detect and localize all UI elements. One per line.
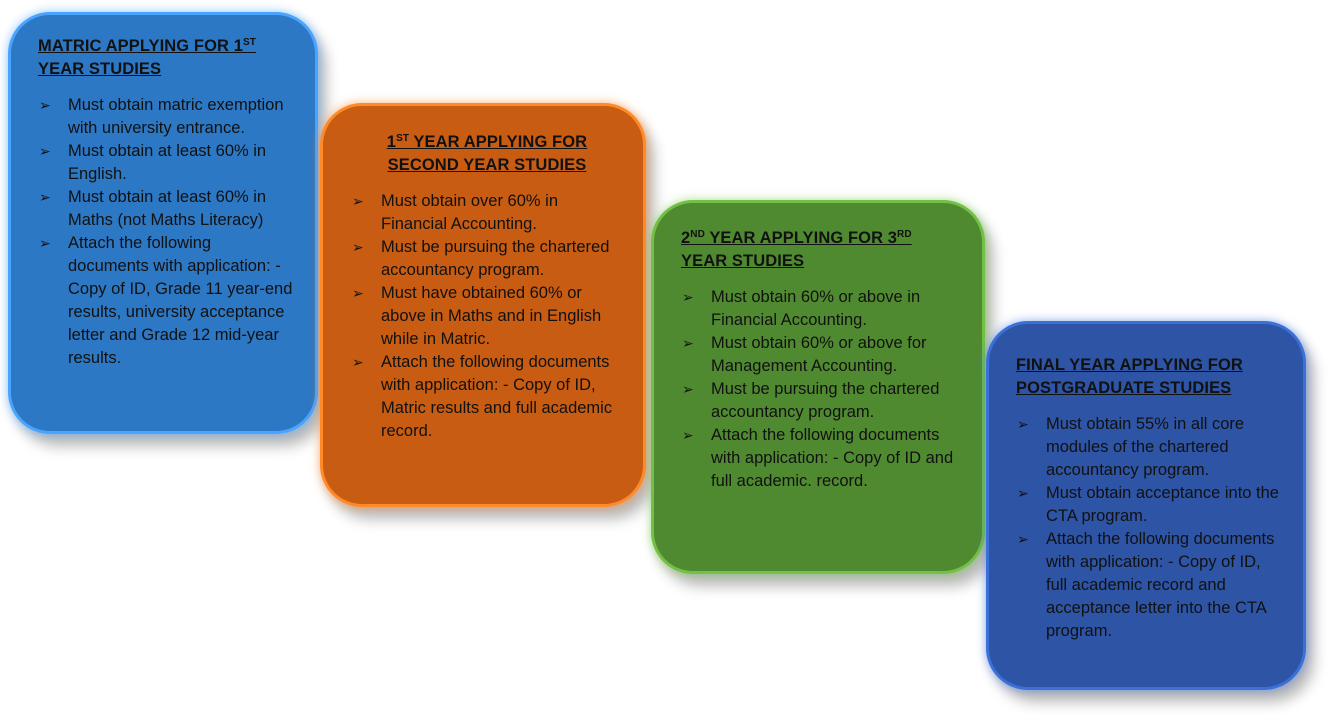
list-item: ➢ Must obtain matric exemption with university entrance. [39,96,284,137]
list-item: ➢ Must obtain over 60% in Financial Accounting. [352,192,559,233]
list-item: ➢ Attach the following documents with application: - Copy of ID, full academic record and acceptance letter into the CTA program. [1017,530,1275,640]
list-item: ➢ Attach the following documents with application: - Copy of ID, Matric results and full academic record. [352,353,613,440]
arrow-bullet-icon: ➢ [352,193,364,209]
list-item: ➢ Must obtain acceptance into the CTA program. [1017,484,1279,525]
list-item: ➢ Attach the following documents with application: - Copy of ID, Grade 11 year-end results, university acceptance letter and Grade 12 mid-year results. [39,234,293,367]
list-item: ➢ Must obtain 60% or above for Management Accounting. [682,334,927,375]
arrow-bullet-icon: ➢ [352,239,364,255]
list-item: ➢ Must be pursuing the chartered accountancy program. [352,238,610,279]
arrow-bullet-icon: ➢ [39,97,51,113]
arrow-bullet-icon: ➢ [352,285,364,301]
arrow-bullet-icon: ➢ [1017,531,1029,547]
requirements-list [38,94,295,370]
list-item: ➢ Must obtain at least 60% in Maths (not Maths Literacy) [39,188,267,229]
arrow-bullet-icon: ➢ [39,143,51,159]
card-final-year-postgraduate [986,321,1306,690]
list-item: ➢ Must obtain 55% in all core modules of the chartered accountancy program. [1017,415,1245,479]
arrow-bullet-icon: ➢ [682,427,694,443]
list-item: ➢ Must obtain at least 60% in English. [39,142,267,183]
requirements-list [351,190,623,443]
card-title: 2ND YEAR APPLYING FOR 3RD YEAR STUDIES [681,229,912,270]
card-matric-first-year [8,12,318,434]
arrow-bullet-icon: ➢ [1017,416,1029,432]
arrow-bullet-icon: ➢ [39,235,51,251]
card-second-year-third-year [651,200,985,574]
arrow-bullet-icon: ➢ [1017,485,1029,501]
arrow-bullet-icon: ➢ [682,289,694,305]
arrow-bullet-icon: ➢ [39,189,51,205]
requirements-list [681,286,962,493]
list-item: ➢ Attach the following documents with application: - Copy of ID and full academic. record. [682,426,954,490]
card-title: 1ST YEAR APPLYING FOR SECOND YEAR STUDIES [386,133,588,174]
card-first-year-second-year [320,103,646,507]
arrow-bullet-icon: ➢ [352,354,364,370]
list-item: ➢ Must have obtained 60% or above in Maths and in English while in Matric. [352,284,602,348]
card-title: MATRIC APPLYING FOR 1ST YEAR STUDIES [38,37,256,78]
list-item: ➢ Must be pursuing the chartered accountancy program. [682,380,940,421]
requirements-list [1016,413,1283,643]
arrow-bullet-icon: ➢ [682,335,694,351]
arrow-bullet-icon: ➢ [682,381,694,397]
card-title: FINAL YEAR APPLYING FOR POSTGRADUATE STUDIES [1016,356,1243,397]
list-item: ➢ Must obtain 60% or above in Financial Accounting. [682,288,921,329]
